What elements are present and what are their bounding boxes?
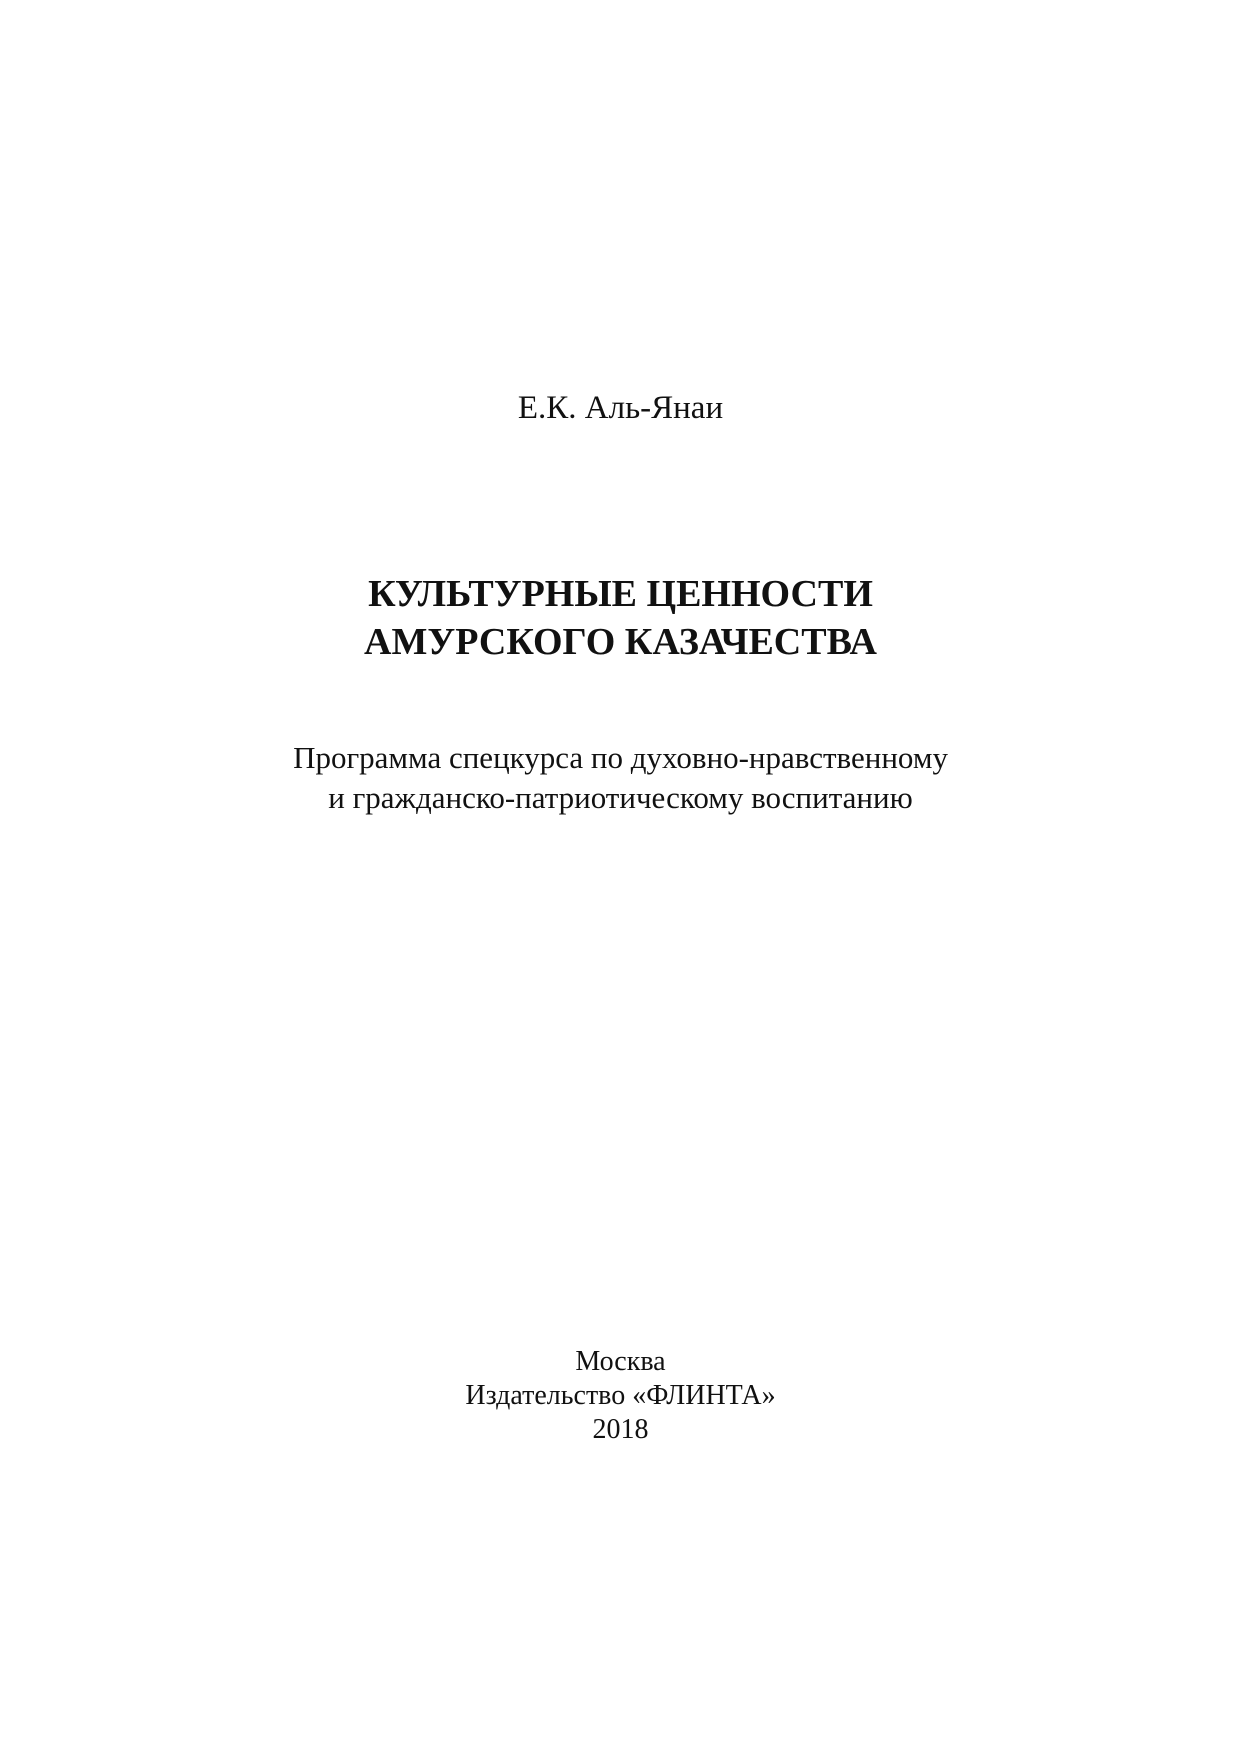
book-title-line-2: АМУРСКОГО КАЗАЧЕСТВА [364, 621, 877, 663]
imprint-city: Москва [575, 1346, 666, 1377]
book-subtitle-line-2: и гражданско-патриотическому воспитанию [328, 780, 913, 815]
book-subtitle-line-1: Программа спецкурса по духовно-нравственному [293, 740, 948, 775]
imprint-year: 2018 [592, 1414, 649, 1445]
book-title-line-1: КУЛЬТУРНЫЕ ЦЕННОСТИ [368, 573, 873, 615]
imprint [0, 1345, 1241, 1447]
author-name: Е.К. Аль-Янаи [517, 390, 724, 426]
book-subtitle [0, 738, 1241, 818]
imprint-publisher: Издательство «ФЛИНТА» [465, 1380, 776, 1411]
book-title [0, 570, 1241, 666]
